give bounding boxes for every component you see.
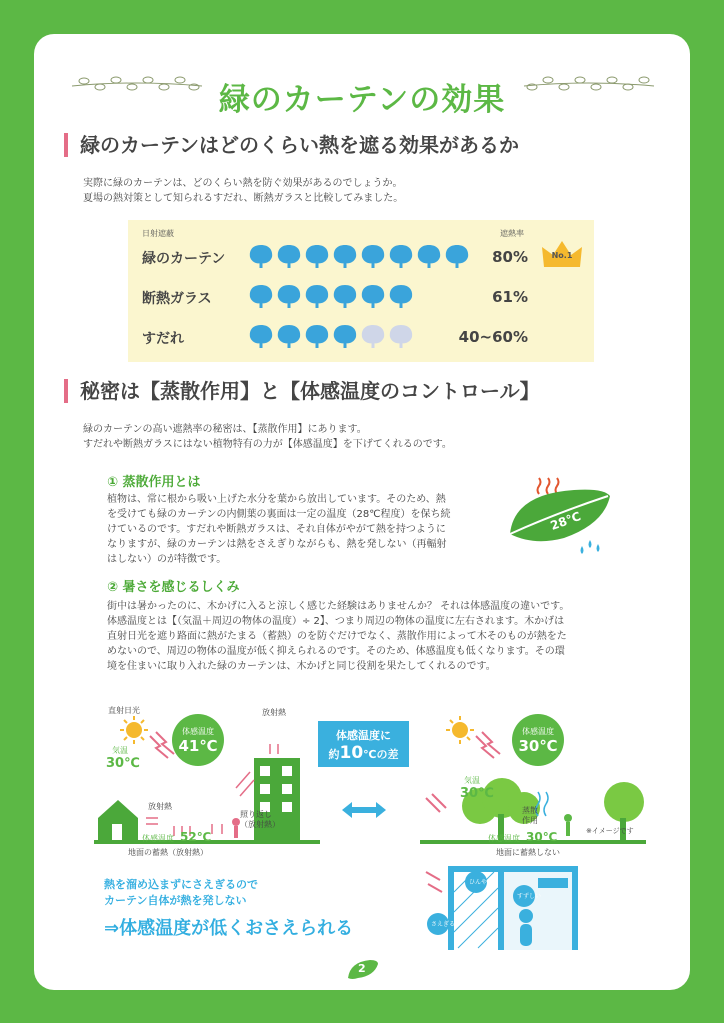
fan-icons-sudare bbox=[248, 323, 414, 349]
fan-icons-insulated-glass bbox=[248, 283, 414, 309]
air-label-left: 気温 bbox=[112, 746, 128, 755]
row-label-sudare: すだれ bbox=[142, 331, 184, 347]
row-label-insulated-glass: 断熱ガラス bbox=[142, 291, 212, 307]
reflect-label1: 照り返し bbox=[240, 810, 272, 819]
felt-value-right: 30℃ bbox=[518, 737, 558, 755]
temp-difference-box bbox=[318, 721, 409, 767]
page-number-leaf bbox=[346, 958, 380, 982]
person-icon-right bbox=[564, 814, 572, 822]
section1-intro-line2: 夏場の熱対策として知られるすだれ、断熱ガラスと比較してみました。 bbox=[83, 193, 404, 204]
fan-icon-filled bbox=[276, 243, 302, 269]
fan-icon-filled bbox=[276, 323, 302, 349]
sub2-line1: 街中は暑かったのに、木かげに入ると涼しく感じた経験はありませんか？ それは体感温度の違いです。 bbox=[107, 601, 570, 612]
sun-label-left: 直射日光 bbox=[108, 706, 140, 715]
sub2-line5: 境を住まいに取り入れた緑のカーテンは、木かげと同じ役割を果たしてくれるのです。 bbox=[107, 661, 496, 672]
sunlight-arrow-icon bbox=[150, 732, 174, 758]
radiant2-label: 放射熱 bbox=[262, 708, 286, 717]
surface-label-right: 体感温度 bbox=[488, 834, 520, 843]
radiant-label-left: 放射熱 bbox=[148, 802, 172, 811]
transpiration-label2: 作用 bbox=[522, 816, 538, 825]
sub1-line3: けているのです。すだれや断熱ガラスは、それ自体がやがて熱を持つように bbox=[107, 524, 446, 535]
felt-label-right: 体感温度 bbox=[522, 727, 554, 736]
vine-right-decoration bbox=[522, 74, 656, 94]
felt-label-left: 体感温度 bbox=[182, 727, 214, 736]
fan-icon-filled bbox=[248, 283, 274, 309]
fan-icon-filled bbox=[416, 243, 442, 269]
row-label-green-curtain: 緑のカーテン bbox=[142, 251, 226, 267]
ground-label-right: 地面に蓄熱しない bbox=[496, 848, 560, 857]
reflect-label2: （放射熱） bbox=[240, 820, 280, 829]
heat-waves-icon bbox=[538, 478, 559, 494]
sun-icon-right bbox=[446, 716, 474, 744]
fan-icon-filled bbox=[332, 283, 358, 309]
fan-icons-green-curtain bbox=[248, 243, 470, 269]
room-label-cool: ひんやり bbox=[469, 879, 494, 886]
no1-badge: No.1 bbox=[551, 251, 573, 260]
fan-icon-empty bbox=[360, 323, 386, 349]
fan-icon-filled bbox=[304, 323, 330, 349]
surface-value-right: 30℃ bbox=[526, 830, 558, 844]
sub2-heading: ② 暑さを感じるしくみ bbox=[107, 580, 240, 595]
felt-temp-bubble-left bbox=[172, 714, 224, 766]
fan-icon-filled bbox=[360, 243, 386, 269]
room-illustration bbox=[424, 862, 580, 952]
air-value-left: 30℃ bbox=[106, 756, 140, 771]
bottom-line2: カーテン自体が熱を発しない bbox=[104, 894, 247, 907]
page-title: 緑のカーテンの効果 bbox=[218, 82, 506, 118]
section1-heading: 緑のカーテンはどのくらい熱を遮る効果があるか bbox=[64, 133, 519, 157]
diff-line1: 体感温度に bbox=[336, 729, 391, 742]
row-pct-insulated-glass: 61% bbox=[492, 288, 528, 306]
section2-intro-line1: 緑のカーテンの高い遮熱率の秘密は、【蒸散作用】にあります。 bbox=[83, 424, 367, 435]
col-header-heat-rate: 遮熱率 bbox=[500, 229, 524, 238]
row-pct-green-curtain: 80% bbox=[492, 248, 528, 266]
sun-icon bbox=[120, 716, 148, 744]
diff-suffix: ℃の差 bbox=[363, 748, 399, 761]
fan-icon-filled bbox=[276, 283, 302, 309]
water-drop-icon bbox=[581, 540, 600, 554]
double-arrow-icon bbox=[340, 800, 388, 820]
bottom-line1: 熱を溜め込まずにさえぎるので bbox=[104, 878, 258, 891]
person-icon-room bbox=[519, 909, 533, 923]
fan-icon-filled bbox=[332, 323, 358, 349]
section1-intro-line1: 実際に緑のカーテンは、どのくらい熱を防ぐ効果があるのでしょうか。 bbox=[83, 178, 403, 189]
person-icon bbox=[232, 818, 240, 826]
sub1-heading: ① 蒸散作用とは bbox=[107, 475, 201, 490]
surface-label-left: 体感温度 bbox=[142, 834, 174, 843]
fan-icon-filled bbox=[388, 243, 414, 269]
air-conditioner-icon bbox=[538, 878, 568, 888]
bottom-conclusion: ⇒体感温度が低くおさえられる bbox=[104, 918, 354, 939]
room-label-cool2: すずしい bbox=[517, 893, 542, 900]
fan-icon-filled bbox=[388, 283, 414, 309]
fan-icon-filled bbox=[304, 243, 330, 269]
leaf-temperature: 28℃ bbox=[548, 509, 583, 533]
room-label-block: さえぎる bbox=[431, 921, 456, 928]
fan-icon-filled bbox=[332, 243, 358, 269]
tree-icon bbox=[462, 778, 644, 824]
sub1-line1: 植物は、常に根から吸い上げた水分を葉から放出しています。そのため、熱 bbox=[107, 494, 446, 505]
section2-heading: 秘密は【蒸散作用】と【体感温度のコントロール】 bbox=[64, 379, 540, 403]
section2-intro-line2: すだれや断熱ガラスにはない植物特有の力が【体感温度】を下げてくれるのです。 bbox=[83, 439, 452, 450]
fan-icon-filled bbox=[304, 283, 330, 309]
fan-icon-filled bbox=[248, 243, 274, 269]
page-number: 2 bbox=[358, 962, 366, 975]
page-card bbox=[34, 34, 690, 990]
sub1-line2: を受けても緑のカーテンの内側葉の裏面は一定の温度（28℃程度）を保ち続 bbox=[107, 509, 451, 520]
fan-icon-empty bbox=[388, 323, 414, 349]
comparison-table bbox=[128, 220, 594, 362]
fan-icon-filled bbox=[360, 283, 386, 309]
sub2-line3: 直射日光を遮り路面に熱がたまる（蓄熱）のを防ぐだけでなく、蒸散作用によって木そのものが熱をた bbox=[107, 631, 567, 642]
felt-temp-bubble-right bbox=[512, 714, 564, 766]
diff-number: 10 bbox=[339, 743, 364, 763]
col-header-shading: 日射遮蔽 bbox=[142, 229, 174, 238]
felt-value-left: 41℃ bbox=[178, 737, 218, 755]
ground-label-left: 地面の蓄熱（放射熱） bbox=[128, 848, 208, 857]
transpiration-label1: 蒸散 bbox=[522, 806, 538, 815]
diff-prefix: 約 bbox=[328, 748, 340, 761]
sub1-line5: はしない）のが特徴です。 bbox=[107, 554, 227, 565]
image-note: ※イメージです bbox=[586, 827, 634, 835]
sub1-line4: なりますが、緑のカーテンは熱をさえぎりながらも、熱を発しない（再輻射 bbox=[107, 539, 447, 550]
sub2-line2: 体感温度とは【（気温＋周辺の物体の温度）÷ 2】、つまり周辺の物体の温度に左右されます。木かげは bbox=[107, 616, 565, 627]
leaf-illustration bbox=[504, 474, 614, 554]
crown-icon bbox=[540, 239, 584, 273]
air-label-right: 気温 bbox=[464, 776, 480, 785]
row-pct-sudare: 40~60% bbox=[458, 328, 528, 346]
air-value-right: 30℃ bbox=[460, 786, 494, 801]
sub2-line4: めないので、周辺の物体の温度が低く抑えられるのです。そのため、体感温度も低くなります。その環 bbox=[107, 646, 565, 657]
fan-icon-filled bbox=[248, 323, 274, 349]
surface-value-left: 52℃ bbox=[180, 830, 212, 844]
